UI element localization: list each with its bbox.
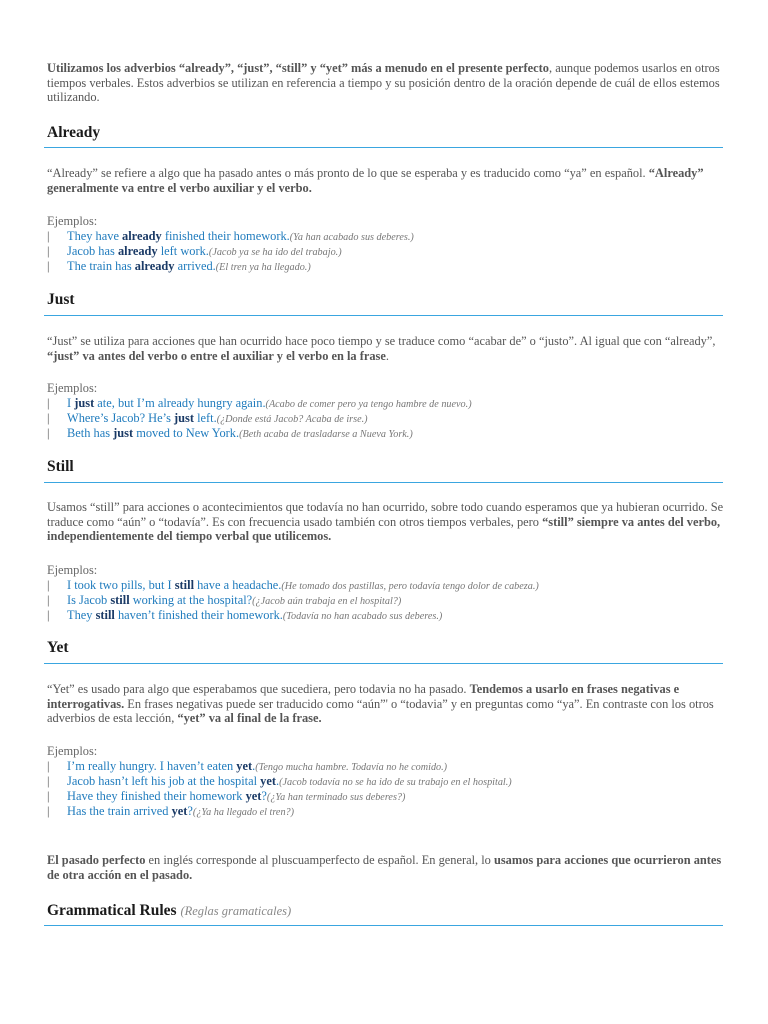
heading-still: Still [47,458,74,475]
outro-bold-1: El pasado perfecto [47,853,146,867]
divider [44,925,723,926]
example-english: Is Jacob still working at the hospital? [67,593,253,607]
yet-desc-text: es usado para algo que esperabamos que sucediera, pero todavia no ha pasado. [74,682,470,696]
bullet-bar: | [47,259,50,273]
example-english: Jacob hasn’t left his job at the hospital yet. [67,774,280,788]
bullet-bar: | [47,244,50,258]
example-english: Where’s Jacob? He’s just left. [67,411,217,425]
example-item [47,593,737,609]
example-item [47,578,737,594]
bullet-bar: | [47,759,50,773]
example-item [47,396,737,412]
outro-text: en inglés corresponde al pluscuamperfecto de español. En general, lo [145,853,494,867]
just-desc-bold: “just” va antes del verbo o entre el auxiliar y el verbo en la frase [47,348,386,363]
example-english: I just ate, but I’m already hungry again. [67,396,266,410]
bullet-bar: | [47,426,50,440]
example-translation: (Jacob todavía no se ha ido de su trabajo en el hospital.) [279,777,512,788]
example-item [47,774,737,790]
yet-quote: “Yet” [47,682,75,696]
still-desc-text: Usamos “still” para acciones o acontecimientos que todavía no han ocurrido, sobre todo cuando esperamos que ya hubieran ocurrido. Se traduce como “aún” o “todavía”. Es con frecuencia usado también con otros tiempos verbales, pero [47,500,724,529]
yet-description: “Yet” es usado para algo que esperabamos que sucediera, pero todavia no ha pasado. Tendemos a usarlo en frases negativas e interrogativas. En frases negativas puede ser traducido como “aún”' o “todavia” y en preguntas como “ya”. En contraste con los otros adverbios de esta lección, “yet” va al final de la frase. [47,682,714,726]
example-english: They have already finished their homework. [67,229,290,243]
already-desc-text: se refiere a algo que ha pasado antes o más pronto de lo que se esperaba y es traducido como “ya” en español. [97,166,649,180]
example-item [47,789,737,805]
example-english: I’m really hungry. I haven’t eaten yet. [67,759,256,773]
outro-bold-2: usamos para acciones que ocurrieron antes de otra acción en el pasado. [47,853,722,882]
examples-label: Ejemplos: [47,744,98,758]
yet-desc-bold: Tendemos a usarlo en frases negativas e interrogativas. [47,682,680,711]
yet-desc-bold-2: “yet” va al final de la frase. [177,711,322,726]
example-english: I took two pills, but I still have a headache. [67,578,282,592]
example-item [47,411,737,427]
examples-label: Ejemplos: [47,563,98,577]
divider [44,315,723,316]
outro-paragraph [47,853,727,882]
heading-already: Already [47,124,101,141]
example-item [47,229,737,245]
example-english: Jacob has already left work. [67,244,209,258]
example-translation: (Tengo mucha hambre. Todavía no he comido.) [255,762,448,773]
already-quote: “Already” [47,166,98,180]
example-translation: (Todavía no han acabado sus deberes.) [282,611,443,622]
heading-yet: Yet [47,639,69,656]
bullet-bar: | [47,608,50,622]
example-english: Beth has just moved to New York. [67,426,240,440]
heading-just: Just [47,291,75,308]
example-translation: (Jacob ya se ha ido del trabajo.) [208,247,342,258]
just-desc-text: se utiliza para acciones que han ocurrido hace poco tiempo y se traduce como “acabar de” o “justo”. Al igual que con “already”, [77,334,716,348]
example-translation: (¿Ya ha llegado el tren?) [192,807,295,818]
bullet-bar: | [47,593,50,607]
grammar-subtitle: (Reglas gramaticales) [180,904,292,918]
intro-bold: Utilizamos los adverbios “already”, “just”, “still” y “yet” más a menudo en el presente perfecto [47,61,550,75]
example-item [47,259,737,275]
bullet-bar: | [47,578,50,592]
grammar-title: Grammatical Rules [47,902,177,919]
example-translation: (Acabo de comer pero ya tengo hambre de nuevo.) [265,399,472,410]
bullet-bar: | [47,789,50,803]
example-english: They still haven’t finished their homework. [67,608,283,622]
example-translation: (¿Donde está Jacob? Acaba de irse.) [216,414,368,425]
example-item [47,608,737,624]
example-item [47,804,737,820]
still-description [47,500,727,544]
still-desc-bold: “still” siempre va antes del verbo, independientemente del tiempo verbal que utilicemos. [47,514,721,544]
just-description: “Just” se utiliza para acciones que han ocurrido hace poco tiempo y se traduce como “acabar de” o “justo”. Al igual que con “already”, “just” va antes del verbo o entre el auxiliar y el verbo en la frase. [47,334,716,363]
bullet-bar: | [47,396,50,410]
example-english: Have they finished their homework yet? [67,789,267,803]
bullet-bar: | [47,411,50,425]
example-translation: (El tren ya ha llegado.) [215,262,311,273]
example-translation: (¿Ya han terminado sus deberes?) [266,792,406,803]
intro-text: , aunque podemos usarlos en otros tiempos verbales. Estos adverbios se utilizan en referencia a tiempo y su posición dentro de la oración depende de cuál de ellos estemos utilizando. [47,61,720,105]
divider [44,482,723,483]
bullet-bar: | [47,804,50,818]
examples-label: Ejemplos: [47,214,98,228]
example-translation: (¿Jacob aún trabaja en el hospital?) [252,596,402,607]
bullet-bar: | [47,774,50,788]
heading-grammatical-rules [47,902,291,920]
bullet-bar: | [47,229,50,243]
example-item [47,426,737,442]
example-english: The train has already arrived. [67,259,216,273]
example-item [47,759,737,775]
examples-label: Ejemplos: [47,381,98,395]
already-desc-bold: “Already” generalmente va entre el verbo auxiliar y el verbo. [47,166,704,195]
intro-paragraph [47,61,727,105]
already-description [47,166,727,195]
divider [44,663,723,664]
example-item [47,244,737,260]
divider [44,147,723,148]
just-quote: “Just” [47,334,78,348]
example-translation: (Ya han acabado sus deberes.) [289,232,414,243]
example-translation: (He tomado dos pastillas, pero todavía tengo dolor de cabeza.) [281,581,539,592]
example-translation: (Beth acaba de trasladarse a Nueva York.) [239,429,413,440]
example-english: Has the train arrived yet? [67,804,193,818]
